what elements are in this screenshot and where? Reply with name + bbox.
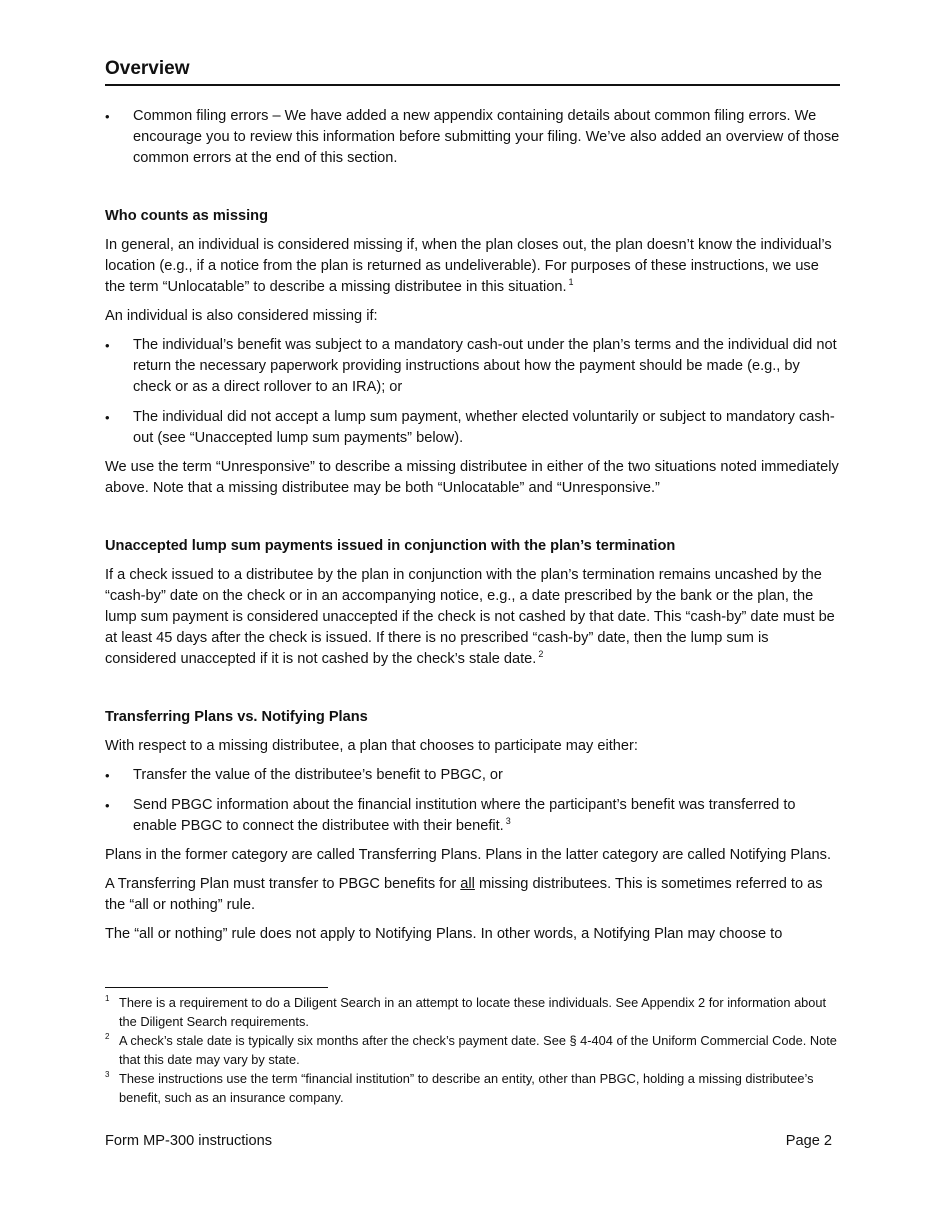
section-heading: Overview: [105, 56, 840, 86]
footnote-text: A check’s stale date is typically six months after the check’s payment date. See § 4-404 of the Uniform Commercial Code. Note that this date may vary by state.: [119, 1033, 837, 1067]
emphasis-all: all: [460, 876, 475, 892]
page-body: [105, 56, 840, 953]
list-item: [105, 407, 840, 449]
footnote-ref: 2: [538, 649, 544, 659]
footnote-number: 3: [105, 1070, 110, 1079]
intro-bullet-list: [105, 106, 840, 169]
bullet-icon: •: [105, 410, 110, 425]
paragraph: With respect to a missing distributee, a plan that chooses to participate may either:: [105, 738, 638, 754]
footnote-number: 1: [105, 994, 110, 1003]
footnote: [105, 1069, 845, 1107]
footnote: [105, 1031, 845, 1069]
footnote-ref: 1: [568, 277, 574, 287]
paragraph: Plans in the former category are called Transferring Plans. Plans in the latter category are called Notifying Plans.: [105, 847, 831, 863]
bullet-icon: •: [105, 768, 110, 783]
paragraph: In general, an individual is considered missing if, when the plan closes out, the plan doesn’t know the individual’s location (e.g., if a notice from the plan is returned as undeliverable). For purposes of these instructions, we use the term “Unlocatable” to describe a missing distributee in this situation. $^1$: [105, 237, 832, 295]
bullet-text: The individual did not accept a lump sum payment, whether elected voluntarily or subject to mandatory cash-out (see “Unaccepted lump sum payments” below).: [133, 409, 835, 446]
list-item: [105, 335, 840, 398]
bullet-icon: •: [105, 109, 110, 124]
transferring-bullet-list: [105, 765, 840, 837]
page-footer: [105, 1131, 832, 1152]
footnote-text: These instructions use the term “financial institution” to describe an entity, other than PBGC, holding a missing distributee’s benefit, such as an insurance company.: [119, 1071, 814, 1105]
list-item: [105, 106, 840, 169]
bullet-text: Send PBGC information about the financial institution where the participant’s benefit was transferred to enable PBGC to connect the distributee with their benefit.: [133, 797, 796, 834]
paragraph: A Transferring Plan must transfer to PBGC benefits for all missing distributees. This is sometimes referred to as the “all or nothing” rule.: [105, 876, 823, 913]
footnote-ref: 3: [505, 816, 511, 826]
paragraph: We use the term “Unresponsive” to describe a missing distributee in either of the two situations noted immediately above. Note that a missing distributee may be both “Unlocatable” and “Unresponsive.”: [105, 459, 839, 496]
footer-page-number: Page 2: [785, 1133, 832, 1149]
list-item: [105, 765, 840, 786]
footer-form-name: Form MP-300 instructions: [105, 1133, 273, 1149]
bullet-icon: •: [105, 338, 110, 353]
footnote-divider: [105, 987, 328, 988]
subheading-unaccepted-payments: Unaccepted lump sum payments issued in conjunction with the plan’s termination: [105, 538, 676, 554]
footnote-text: There is a requirement to do a Diligent Search in an attempt to locate these individuals. See Appendix 2 for information about the Diligent Search requirements.: [119, 995, 827, 1029]
footnote-number: 2: [105, 1032, 110, 1041]
subheading-who-counts-missing: Who counts as missing: [105, 208, 268, 224]
missing-bullet-list: [105, 335, 840, 449]
paragraph: If a check issued to a distributee by the plan in conjunction with the plan’s termination remains uncashed by the “cash-by” date on the check or in an accompanying notice, e.g., a date prescribed by the bank or the plan, the lump sum payment is considered unaccepted if the check is not cashed by that date. This “cash-by” date must be at least 45 days after the check is issued. If there is no prescribed “cash-by” date, then the lump sum is considered unaccepted if it is not cashed by the check’s stale date. $^2$: [105, 567, 835, 667]
paragraph: An individual is also considered missing if:: [105, 308, 378, 324]
list-item: [105, 795, 840, 837]
footnotes: [105, 987, 845, 1107]
paragraph: The “all or nothing” rule does not apply to Notifying Plans. In other words, a Notifying Plan may choose to: [105, 926, 783, 942]
bullet-icon: •: [105, 798, 110, 813]
bullet-text: The individual’s benefit was subject to a mandatory cash-out under the plan’s terms and the individual did not return the necessary paperwork providing instructions about how the payment should be made (e.g., by check or as a direct rollover to an IRA); or: [133, 337, 837, 395]
footnote: [105, 993, 845, 1031]
bullet-text: Common filing errors – We have added a new appendix containing details about common filing errors. We encourage you to review this information before submitting your filing. We’ve also added an overview of those common errors at the end of this section.: [133, 108, 840, 166]
subheading-transferring-plans: Transferring Plans vs. Notifying Plans: [105, 709, 368, 725]
bullet-text: Transfer the value of the distributee’s benefit to PBGC, or: [133, 767, 503, 783]
